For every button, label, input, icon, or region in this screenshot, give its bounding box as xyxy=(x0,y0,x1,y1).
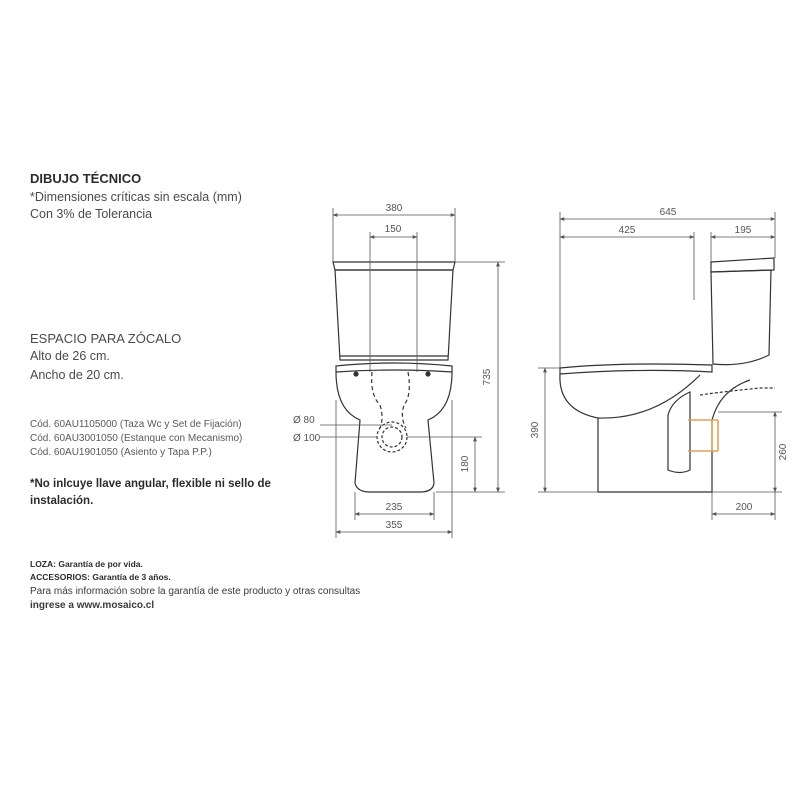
dim-390-label: 390 xyxy=(530,421,541,439)
page-title: DIBUJO TÉCNICO xyxy=(30,171,142,186)
dim-735-label: 735 xyxy=(482,368,493,386)
zocalo-accent xyxy=(688,420,718,451)
front-view-dimensions xyxy=(320,208,505,538)
dia-100-label: Ø 100 xyxy=(293,433,321,444)
dim-425-label: 425 xyxy=(618,225,636,236)
dim-150-label: 150 xyxy=(384,224,402,235)
front-dim-labels xyxy=(293,203,493,531)
warranty-info: Para más información sobre la garantía de este producto y otras consultas xyxy=(30,586,361,597)
code-taza: Cód. 60AU1105000 (Taza Wc y Set de Fijación) xyxy=(30,419,242,430)
dim-355-label: 355 xyxy=(385,520,403,531)
zocalo-title: ESPACIO PARA ZÓCALO xyxy=(30,331,182,346)
dim-260-label: 260 xyxy=(778,443,789,461)
dim-645-label: 645 xyxy=(659,207,677,218)
dia-80-label: Ø 80 xyxy=(293,415,315,426)
zocalo-width: Ancho de 20 cm. xyxy=(30,368,124,382)
subtitle-dimensions: *Dimensiones críticas sin escala (mm) xyxy=(30,190,242,204)
side-view-dimensions xyxy=(538,212,782,520)
dim-235-label: 235 xyxy=(385,502,403,513)
side-view-drawing xyxy=(560,258,775,492)
front-view-drawing xyxy=(333,262,455,492)
code-asiento: Cód. 60AU1901050 (Asiento y Tapa P.P.) xyxy=(30,447,212,458)
warranty-website: ingrese a www.mosaico.cl xyxy=(30,600,155,611)
side-dim-labels xyxy=(530,207,789,513)
dim-195-label: 195 xyxy=(734,225,752,236)
dim-380-label: 380 xyxy=(385,203,403,214)
warranty-accesorios: ACCESORIOS: Garantía de 3 años. xyxy=(30,572,171,582)
subtitle-tolerance: Con 3% de Tolerancia xyxy=(30,207,153,221)
dim-180-label: 180 xyxy=(460,455,471,473)
installation-note: *No inlcuye llave angular, flexible ni sello de instalación. xyxy=(30,478,271,507)
zocalo-height: Alto de 26 cm. xyxy=(30,349,110,363)
dim-200-label: 200 xyxy=(735,502,753,513)
code-estanque: Cód. 60AU3001050 (Estanque con Mecanismo) xyxy=(30,433,243,444)
warranty-loza: LOZA: Garantía de por vida. xyxy=(30,559,143,569)
